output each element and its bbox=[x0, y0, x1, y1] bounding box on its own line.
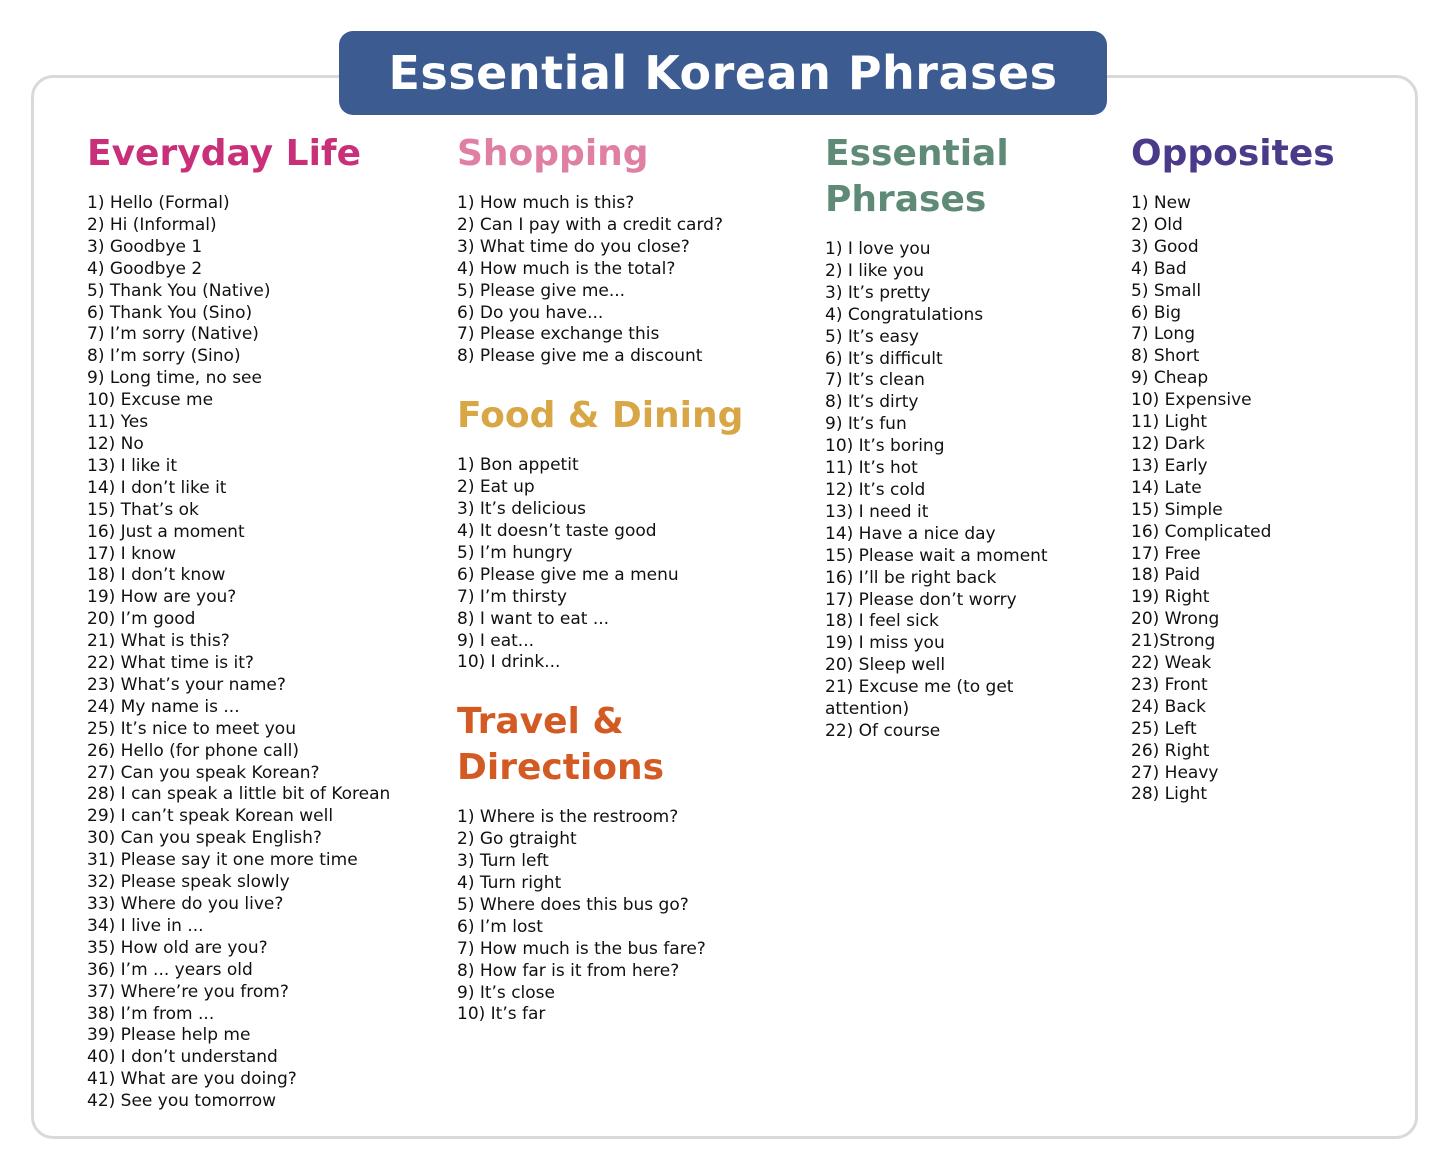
phrase-item: 16) Complicated bbox=[1131, 521, 1272, 542]
phrase-item: 23) Front bbox=[1131, 674, 1208, 695]
phrase-item: 26) Right bbox=[1131, 740, 1210, 761]
phrase-item: 1) New bbox=[1131, 193, 1191, 213]
phrase-item: 4) Congratulations bbox=[825, 304, 984, 325]
phrase-item: 20) Wrong bbox=[1131, 609, 1220, 630]
phrase-item: 8) Please give me a discount bbox=[457, 346, 703, 367]
phrase-item: 4) Goodbye 2 bbox=[87, 258, 203, 279]
phrase-item: 12) No bbox=[87, 433, 144, 454]
phrase-item: 22) What time is it? bbox=[87, 653, 254, 674]
phrase-item: 20) I’m good bbox=[87, 609, 196, 630]
phrase-item: 3) What time do you close? bbox=[457, 236, 690, 257]
phrase-item: 19) Right bbox=[1131, 587, 1210, 608]
phrase-item: 5) Please give me... bbox=[457, 280, 626, 301]
phrase-item: 11) Yes bbox=[87, 412, 149, 433]
phrase-item: 21) What is this? bbox=[87, 631, 230, 652]
phrase-item: 2) Go gtraight bbox=[457, 829, 577, 850]
phrase-item: 3) Goodbye 1 bbox=[87, 236, 203, 257]
phrase-item: 8) How far is it from here? bbox=[457, 960, 680, 981]
phrase-item: 4) It doesn’t taste good bbox=[457, 520, 657, 541]
phrase-item: 8) Short bbox=[1131, 346, 1200, 367]
phrase-item: 35) How old are you? bbox=[87, 937, 268, 958]
phrase-item: 27) Can you speak Korean? bbox=[87, 762, 320, 783]
phrase-item: 42) See you tomorrow bbox=[87, 1091, 277, 1112]
phrase-item: 24) My name is ... bbox=[87, 696, 240, 717]
phrase-item: 24) Back bbox=[1131, 696, 1206, 717]
phrase-item: 33) Where do you live? bbox=[87, 894, 284, 914]
phrase-item: 11) It’s hot bbox=[825, 458, 918, 479]
phrase-item: 10) It’s far bbox=[457, 1004, 546, 1025]
title-banner bbox=[339, 31, 1107, 115]
phrase-item: 14) Have a nice day bbox=[825, 523, 996, 544]
phrase-item: 10) Excuse me bbox=[87, 390, 214, 411]
phrase-item: 2) Old bbox=[1131, 214, 1183, 235]
phrase-item: 20) Sleep well bbox=[825, 655, 946, 676]
phrase-item: 21) Excuse me (to get bbox=[825, 677, 1014, 698]
phrase-item: 7) How much is the bus fare? bbox=[457, 938, 706, 959]
phrase-item: 19) How are you? bbox=[87, 587, 237, 608]
phrase-item: 17) Please don’t worry bbox=[825, 589, 1017, 610]
phrase-item: 12) Dark bbox=[1131, 433, 1206, 454]
phrase-item: 36) I’m ... years old bbox=[87, 959, 253, 980]
phrase-item: 17) I know bbox=[87, 543, 177, 564]
phrase-item: 15) That’s ok bbox=[87, 499, 199, 520]
phrase-item: 5) Small bbox=[1131, 280, 1202, 301]
section-heading-food-dining: Food & Dining bbox=[457, 395, 744, 437]
phrase-item: 41) What are you doing? bbox=[87, 1069, 297, 1090]
phrase-list-opposites bbox=[1131, 193, 1391, 806]
phrase-item: 3) It’s pretty bbox=[825, 282, 931, 303]
phrase-item: 15) Simple bbox=[1131, 499, 1223, 520]
phrase-item: 38) I’m from ... bbox=[87, 1003, 215, 1024]
phrase-item: 4) Turn right bbox=[457, 873, 562, 894]
phrase-item: 9) Cheap bbox=[1131, 368, 1209, 389]
phrase-item: 5) Where does this bus go? bbox=[457, 894, 689, 915]
phrase-item: 11) Light bbox=[1131, 412, 1208, 433]
phrase-item: 31) Please say it one more time bbox=[87, 850, 358, 871]
column-shopping-food-travel bbox=[457, 131, 807, 1026]
phrase-item: 9) I eat... bbox=[457, 630, 535, 651]
section-heading-travel-line-1: Travel & bbox=[457, 701, 624, 743]
phrase-item: 6) Thank You (Sino) bbox=[87, 302, 253, 323]
section-heading-shopping: Shopping bbox=[457, 133, 649, 174]
phrase-item: 6) I’m lost bbox=[457, 916, 543, 937]
phrase-item: 10) I drink... bbox=[457, 652, 561, 673]
column-essential bbox=[825, 131, 1115, 743]
section-opposites bbox=[1131, 131, 1391, 806]
phrase-item: 9) It’s close bbox=[457, 982, 555, 1003]
phrase-item: 30) Can you speak English? bbox=[87, 828, 322, 849]
phrase-item: 8) I’m sorry (Sino) bbox=[87, 346, 241, 367]
phrase-item: 19) I miss you bbox=[825, 633, 945, 654]
column-opposites bbox=[1131, 131, 1391, 806]
phrase-item: 5) Thank You (Native) bbox=[87, 280, 271, 301]
phrase-item: 13) I like it bbox=[87, 455, 178, 476]
phrase-item: 29) I can’t speak Korean well bbox=[87, 806, 334, 827]
phrase-item: 3) Good bbox=[1131, 236, 1199, 257]
phrase-item: 22) Weak bbox=[1131, 653, 1212, 674]
phrase-item: 34) I live in ... bbox=[87, 915, 204, 936]
phrase-item: 2) Hi (Informal) bbox=[87, 214, 217, 235]
phrase-item: 28) I can speak a little bit of Korean bbox=[87, 784, 391, 805]
phrase-item: 26) Hello (for phone call) bbox=[87, 740, 300, 761]
phrase-item: 2) Can I pay with a credit card? bbox=[457, 214, 723, 235]
phrase-item: 27) Heavy bbox=[1131, 762, 1219, 783]
phrase-item: 18) I don’t know bbox=[87, 565, 226, 586]
section-heading-travel-directions bbox=[457, 699, 807, 791]
phrase-item: 6) It’s difficult bbox=[825, 348, 943, 369]
phrase-item: 21)Strong bbox=[1131, 631, 1216, 652]
phrase-item: 23) What’s your name? bbox=[87, 674, 286, 695]
phrase-list-essential-phrases bbox=[825, 239, 1115, 743]
phrase-item: 17) Free bbox=[1131, 543, 1201, 564]
section-heading-essential-phrases bbox=[825, 131, 1115, 223]
phrase-item: 2) Eat up bbox=[457, 477, 535, 498]
section-heading-everyday-life: Everyday Life bbox=[87, 133, 362, 174]
phrase-item: 9) It’s fun bbox=[825, 414, 907, 435]
section-heading-travel-line-2: Directions bbox=[457, 747, 665, 789]
phrase-item: 15) Please wait a moment bbox=[825, 545, 1048, 566]
phrase-item: 4) Bad bbox=[1131, 258, 1187, 279]
phrase-item: 25) Left bbox=[1131, 718, 1197, 739]
phrase-item: 10) Expensive bbox=[1131, 390, 1252, 411]
phrase-item: 14) Late bbox=[1131, 477, 1202, 498]
phrase-item: 18) I feel sick bbox=[825, 611, 939, 632]
phrase-item: 8) I want to eat ... bbox=[457, 608, 610, 629]
phrase-item: 6) Please give me a menu bbox=[457, 564, 679, 585]
section-heading-essential-line-2: Phrases bbox=[825, 179, 987, 220]
phrase-item: 10) It’s boring bbox=[825, 436, 945, 457]
phrase-item: 13) Early bbox=[1131, 455, 1208, 476]
phrase-item: 16) I’ll be right back bbox=[825, 567, 997, 588]
phrase-item: 7) I’m thirsty bbox=[457, 586, 567, 607]
phrase-item: 7) It’s clean bbox=[825, 370, 925, 391]
phrase-list-everyday-life bbox=[87, 193, 437, 1113]
phrase-item: 6) Big bbox=[1131, 302, 1182, 323]
phrase-item: 2) I like you bbox=[825, 260, 925, 281]
section-everyday-life bbox=[87, 131, 437, 1113]
phrase-item: 1) How much is this? bbox=[457, 193, 635, 213]
phrase-item: 1) Hello (Formal) bbox=[87, 193, 230, 213]
section-food-dining bbox=[457, 393, 807, 674]
phrase-item: 1) I love you bbox=[825, 239, 931, 259]
section-travel-directions bbox=[457, 699, 807, 1026]
phrase-list-travel-directions bbox=[457, 807, 807, 1026]
column-everyday bbox=[87, 131, 437, 1113]
section-heading-opposites: Opposites bbox=[1131, 133, 1335, 174]
phrase-item: 7) Long bbox=[1131, 324, 1195, 345]
phrase-item: 9) Long time, no see bbox=[87, 368, 262, 389]
phrase-item: 14) I don’t like it bbox=[87, 477, 227, 498]
phrase-item: 1) Bon appetit bbox=[457, 455, 579, 476]
phrase-item: 1) Where is the restroom? bbox=[457, 807, 679, 828]
phrase-item: 6) Do you have... bbox=[457, 302, 604, 323]
phrase-list-food-dining bbox=[457, 455, 807, 674]
phrase-item: 32) Please speak slowly bbox=[87, 872, 290, 893]
phrase-item: 8) It’s dirty bbox=[825, 392, 919, 413]
phrase-item: 5) It’s easy bbox=[825, 326, 919, 347]
section-shopping bbox=[457, 131, 807, 368]
phrase-item: 5) I’m hungry bbox=[457, 542, 573, 563]
phrase-item: attention) bbox=[825, 699, 910, 720]
phrase-item: 16) Just a moment bbox=[87, 521, 245, 542]
phrase-item: 22) Of course bbox=[825, 720, 941, 741]
phrase-item: 18) Paid bbox=[1131, 565, 1201, 586]
section-heading-essential-line-1: Essential bbox=[825, 133, 1009, 174]
section-essential-phrases bbox=[825, 131, 1115, 743]
page-title: Essential Korean Phrases bbox=[388, 46, 1058, 100]
phrase-list-shopping bbox=[457, 193, 807, 368]
phrase-item: 13) I need it bbox=[825, 501, 929, 522]
phrase-item: 3) Turn left bbox=[457, 851, 549, 872]
phrase-item: 3) It’s delicious bbox=[457, 499, 586, 520]
phrase-item: 7) I’m sorry (Native) bbox=[87, 324, 259, 345]
phrase-item: 25) It’s nice to meet you bbox=[87, 718, 296, 739]
phrase-item: 7) Please exchange this bbox=[457, 324, 660, 345]
phrase-item: 39) Please help me bbox=[87, 1025, 251, 1046]
phrase-item: 40) I don’t understand bbox=[87, 1047, 278, 1068]
phrase-item: 28) Light bbox=[1131, 784, 1208, 805]
phrase-item: 12) It’s cold bbox=[825, 479, 926, 500]
phrase-item: 37) Where’re you from? bbox=[87, 981, 289, 1002]
phrase-item: 4) How much is the total? bbox=[457, 258, 676, 279]
